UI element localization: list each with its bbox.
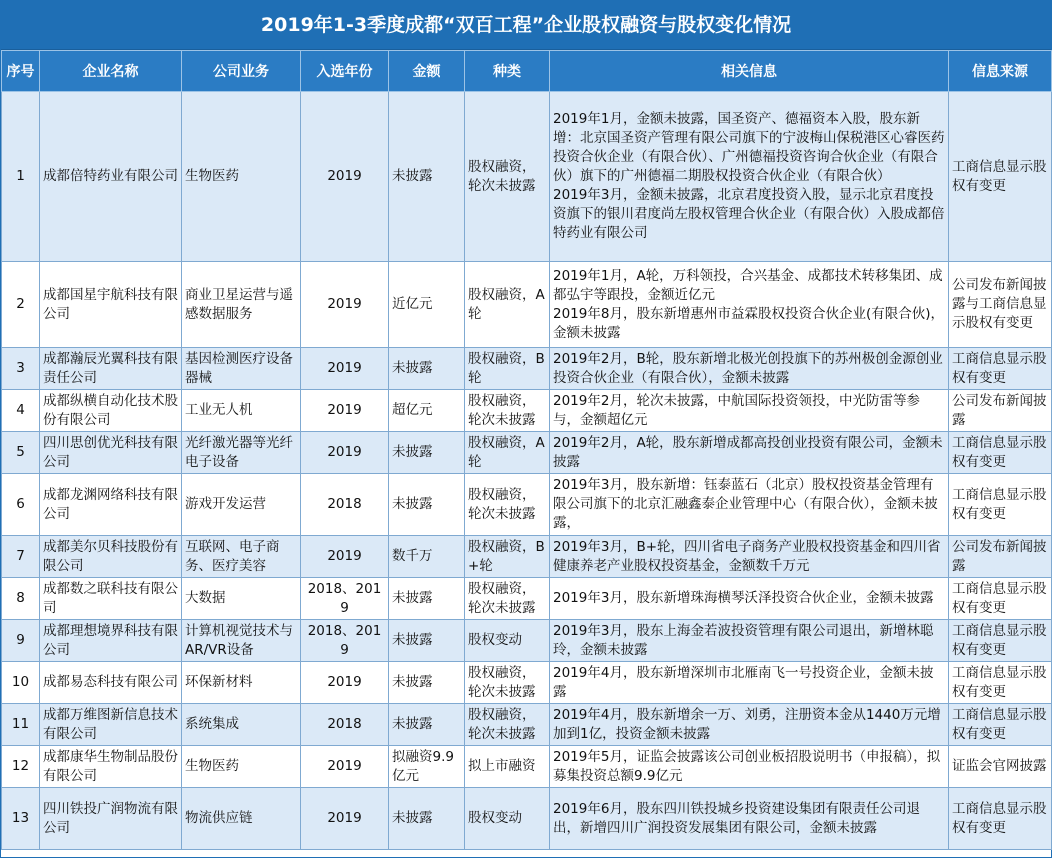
cell-source: 工商信息显示股权有变更 [949, 432, 1052, 474]
cell-company: 四川思创优光科技有限公司 [40, 432, 182, 474]
cell-amount: 数千万 [389, 536, 465, 578]
cell-type: 股权融资，轮次未披露 [465, 578, 550, 620]
cell-amount: 未披露 [389, 348, 465, 390]
cell-type: 股权融资，轮次未披露 [465, 662, 550, 704]
cell-year: 2019 [301, 536, 389, 578]
cell-type: 股权融资，B+轮 [465, 536, 550, 578]
cell-company: 成都理想境界科技有限公司 [40, 620, 182, 662]
cell-index: 11 [2, 704, 40, 746]
cell-type: 股权融资，轮次未披露 [465, 390, 550, 432]
cell-company: 成都国星宇航科技有限公司 [40, 262, 182, 348]
cell-source: 证监会官网披露 [949, 746, 1052, 788]
cell-business: 互联网、电子商务、医疗美容 [182, 536, 301, 578]
cell-index: 5 [2, 432, 40, 474]
cell-amount: 未披露 [389, 704, 465, 746]
cell-index: 2 [2, 262, 40, 348]
cell-business: 环保新材料 [182, 662, 301, 704]
table-row [2, 348, 1052, 390]
cell-source: 工商信息显示股权有变更 [949, 788, 1052, 850]
table-row [2, 536, 1052, 578]
cell-index: 1 [2, 92, 40, 262]
cell-amount: 未披露 [389, 578, 465, 620]
cell-company: 成都万维图新信息技术有限公司 [40, 704, 182, 746]
cell-company: 成都倍特药业有限公司 [40, 92, 182, 262]
cell-info: 2019年4月，股东新增余一万、刘勇，注册资本金从1440万元增加到1亿，投资金额未披露 [550, 704, 949, 746]
cell-amount: 近亿元 [389, 262, 465, 348]
cell-source: 公司发布新闻披露 [949, 536, 1052, 578]
cell-amount: 拟融资9.9亿元 [389, 746, 465, 788]
cell-year: 2019 [301, 348, 389, 390]
table-row [2, 262, 1052, 348]
header-row [2, 51, 1052, 92]
table-row [2, 620, 1052, 662]
header-source: 信息来源 [949, 51, 1052, 92]
cell-company: 成都易态科技有限公司 [40, 662, 182, 704]
cell-year: 2018 [301, 474, 389, 536]
cell-source: 工商信息显示股权有变更 [949, 474, 1052, 536]
cell-type: 股权融资，轮次未披露 [465, 704, 550, 746]
header-amount: 金额 [389, 51, 465, 92]
cell-type: 股权变动 [465, 620, 550, 662]
header-type: 种类 [465, 51, 550, 92]
cell-index: 4 [2, 390, 40, 432]
cell-business: 游戏开发运营 [182, 474, 301, 536]
cell-amount: 未披露 [389, 620, 465, 662]
cell-year: 2018、2019 [301, 578, 389, 620]
table-body [2, 92, 1052, 850]
cell-year: 2019 [301, 92, 389, 262]
cell-source: 工商信息显示股权有变更 [949, 348, 1052, 390]
cell-info: 2019年2月，B轮，股东新增北极光创投旗下的苏州极创金源创业投资合伙企业（有限合伙），金额未披露 [550, 348, 949, 390]
cell-info: 2019年2月，A轮，股东新增成都高投创业投资有限公司，金额未披露 [550, 432, 949, 474]
cell-year: 2019 [301, 262, 389, 348]
page-title: 2019年1-3季度成都“双百工程”企业股权融资与股权变化情况 [1, 1, 1051, 50]
table-row [2, 390, 1052, 432]
cell-index: 13 [2, 788, 40, 850]
table-row [2, 662, 1052, 704]
cell-amount: 未披露 [389, 662, 465, 704]
cell-info: 2019年5月，证监会披露该公司创业板招股说明书（申报稿），拟募集投资总额9.9亿元 [550, 746, 949, 788]
cell-info: 2019年4月，股东新增深圳市北雁南飞一号投资企业，金额未披露 [550, 662, 949, 704]
header-business: 公司业务 [182, 51, 301, 92]
cell-index: 9 [2, 620, 40, 662]
cell-year: 2019 [301, 662, 389, 704]
cell-source: 工商信息显示股权有变更 [949, 704, 1052, 746]
cell-info: 2019年1月，A轮，万科领投，合兴基金、成都技术转移集团、成都弘宇等跟投，金额近亿元 2019年8月，股东新增惠州市益霖股权投资合伙企业(有限合伙)，金额未披露 [550, 262, 949, 348]
table-row [2, 432, 1052, 474]
cell-info: 2019年3月，股东新增：钰泰蓝石（北京）股权投资基金管理有限公司旗下的北京汇融鑫泰企业管理中心（有限合伙），金额未披露， [550, 474, 949, 536]
cell-index: 6 [2, 474, 40, 536]
cell-year: 2019 [301, 432, 389, 474]
cell-year: 2019 [301, 788, 389, 850]
cell-company: 四川铁投广润物流有限公司 [40, 788, 182, 850]
cell-info: 2019年3月，股东新增珠海横琴沃泽投资合伙企业，金额未披露 [550, 578, 949, 620]
cell-company: 成都康华生物制品股份有限公司 [40, 746, 182, 788]
table-row [2, 578, 1052, 620]
cell-source: 工商信息显示股权有变更 [949, 662, 1052, 704]
cell-amount: 未披露 [389, 474, 465, 536]
cell-company: 成都美尔贝科技股份有限公司 [40, 536, 182, 578]
cell-amount: 未披露 [389, 92, 465, 262]
cell-index: 7 [2, 536, 40, 578]
cell-business: 系统集成 [182, 704, 301, 746]
cell-source: 工商信息显示股权有变更 [949, 620, 1052, 662]
cell-type: 股权融资，轮次未披露 [465, 92, 550, 262]
header-index: 序号 [2, 51, 40, 92]
cell-source: 公司发布新闻披露与工商信息显示股权有变更 [949, 262, 1052, 348]
cell-info: 2019年2月，轮次未披露，中航国际投资领投，中光防雷等参与，金额超亿元 [550, 390, 949, 432]
cell-company: 成都龙渊网络科技有限公司 [40, 474, 182, 536]
cell-amount: 未披露 [389, 432, 465, 474]
cell-company: 成都瀚辰光翼科技有限责任公司 [40, 348, 182, 390]
cell-business: 工业无人机 [182, 390, 301, 432]
cell-info: 2019年3月，股东上海金若波投资管理有限公司退出，新增林聪玲，金额未披露 [550, 620, 949, 662]
cell-type: 股权融资，轮次未披露 [465, 474, 550, 536]
cell-info: 2019年3月，B+轮，四川省电子商务产业股权投资基金和四川省健康养老产业股权投资基金，金额数千万元 [550, 536, 949, 578]
cell-business: 生物医药 [182, 746, 301, 788]
financing-table [1, 50, 1052, 850]
cell-type: 股权融资，B轮 [465, 348, 550, 390]
cell-amount: 超亿元 [389, 390, 465, 432]
cell-year: 2019 [301, 746, 389, 788]
table-row [2, 788, 1052, 850]
cell-company: 成都纵横自动化技术股份有限公司 [40, 390, 182, 432]
header-year: 入选年份 [301, 51, 389, 92]
cell-company: 成都数之联科技有限公司 [40, 578, 182, 620]
cell-source: 工商信息显示股权有变更 [949, 92, 1052, 262]
cell-index: 12 [2, 746, 40, 788]
cell-business: 计算机视觉技术与AR/VR设备 [182, 620, 301, 662]
cell-info: 2019年6月，股东四川铁投城乡投资建设集团有限责任公司退出，新增四川广润投资发展集团有限公司，金额未披露 [550, 788, 949, 850]
cell-business: 商业卫星运营与遥感数据服务 [182, 262, 301, 348]
header-company: 企业名称 [40, 51, 182, 92]
cell-info: 2019年1月，金额未披露，国圣资产、德福资本入股，股东新增：北京国圣资产管理有限公司旗下的宁波梅山保税港区心睿医药投资合伙企业（有限合伙）、广州德福投资咨询合伙企业（有限合伙）旗下的广州德福二期股权投资合伙企业（有限合伙） 2019年3月，金额未披露，北京君度投资入股，显示北京君度投资旗下的银川君度尚左股权管理合伙企业（有限合伙）入股成都倍特药业有限公司 [550, 92, 949, 262]
cell-type: 股权变动 [465, 788, 550, 850]
cell-type: 股权融资，A轮 [465, 262, 550, 348]
cell-business: 大数据 [182, 578, 301, 620]
cell-business: 基因检测医疗设备器械 [182, 348, 301, 390]
table-row [2, 746, 1052, 788]
cell-business: 生物医药 [182, 92, 301, 262]
cell-year: 2019 [301, 390, 389, 432]
table-row [2, 474, 1052, 536]
table-row [2, 704, 1052, 746]
cell-year: 2018 [301, 704, 389, 746]
table-row [2, 92, 1052, 262]
cell-source: 工商信息显示股权有变更 [949, 578, 1052, 620]
cell-year: 2018、2019 [301, 620, 389, 662]
cell-index: 3 [2, 348, 40, 390]
cell-type: 拟上市融资 [465, 746, 550, 788]
cell-index: 8 [2, 578, 40, 620]
cell-business: 物流供应链 [182, 788, 301, 850]
cell-business: 光纤激光器等光纤电子设备 [182, 432, 301, 474]
cell-index: 10 [2, 662, 40, 704]
header-info: 相关信息 [550, 51, 949, 92]
cell-amount: 未披露 [389, 788, 465, 850]
cell-source: 公司发布新闻披露 [949, 390, 1052, 432]
cell-type: 股权融资，A轮 [465, 432, 550, 474]
